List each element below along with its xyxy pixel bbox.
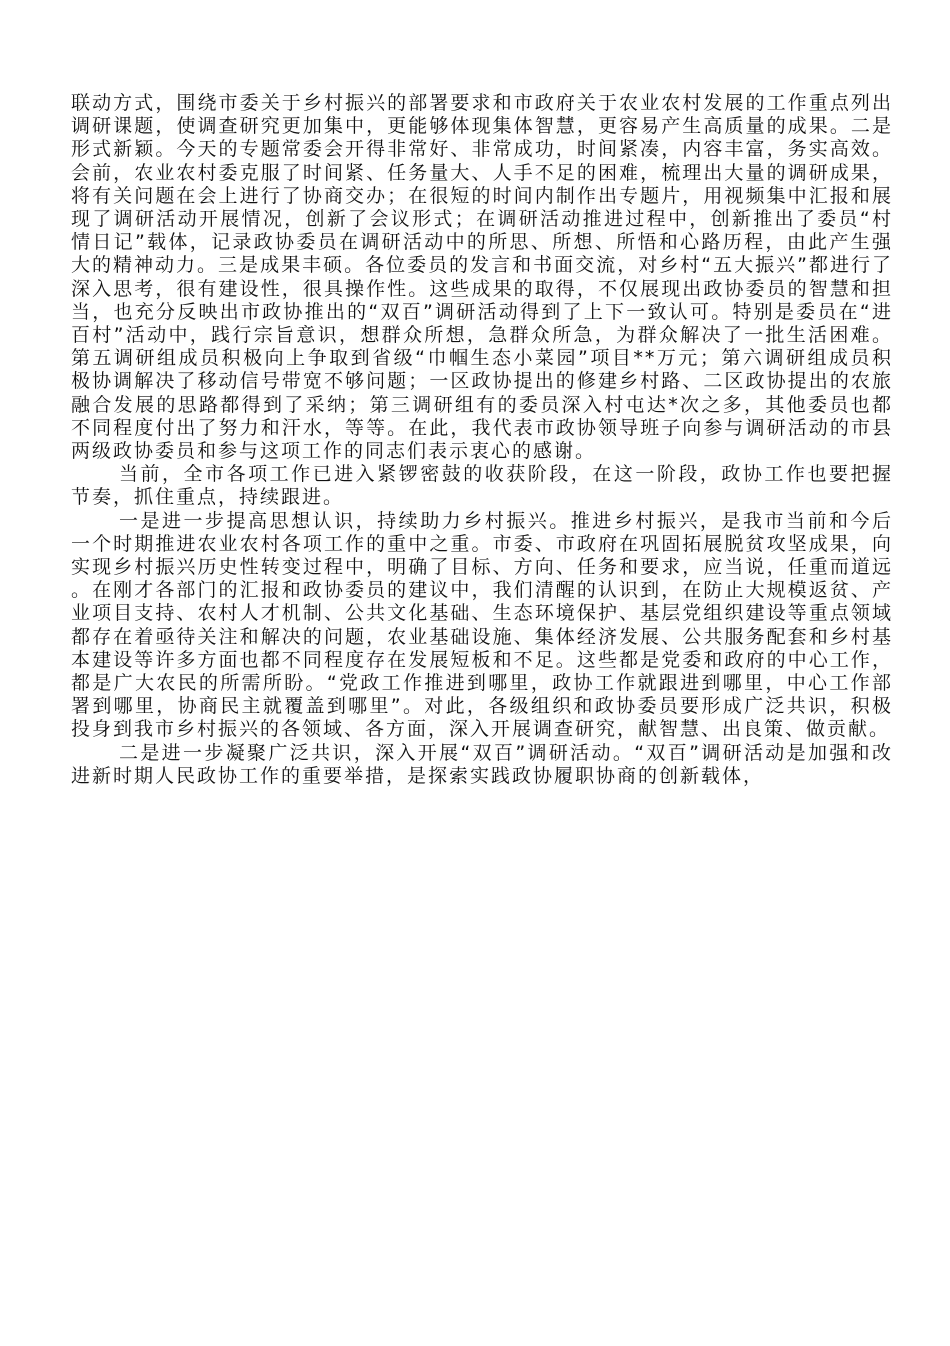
paragraph-point-one: 一是进一步提高思想认识，持续助力乡村振兴。推进乡村振兴，是我市当前和今后一个时期推进农业农村各项工作的重中之重。市委、市政府在巩固拓展脱贫攻坚成果，向实现乡村振兴历史性转变过程中，明确了目标、方向、任务和要求，应当说，任重而道远。在刚才各部门的汇报和政协委员的建议中，我们清醒的认识到，在防止大规模返贫、产业项目支持、农村人才机制、公共文化基础、生态环境保护、基层党组织建设等重点领域都存在着亟待关注和解决的问题，农业基础设施、集体经济发展、公共服务配套和乡村基本建设等许多方面也都不同程度存在发展短板和不足。这些都是党委和政府的中心工作，都是广大农民的所需所盼。“党政工作推进到哪里，政协工作就跟进到哪里，中心工作部署到哪里，协商民主就覆盖到哪里”。对此，各级组织和政协委员要形成广泛共识，积极投身到我市乡村振兴的各领域、各方面，深入开展调查研究，献智慧、出良策、做贡献。 xyxy=(71,509,893,741)
paragraph-current-stage: 当前，全市各项工作已进入紧锣密鼓的收获阶段，在这一阶段，政协工作也要把握节奏，抓住重点，持续跟进。 xyxy=(71,463,893,509)
paragraph-continued: 联动方式，围绕市委关于乡村振兴的部署要求和市政府关于农业农村发展的工作重点列出调研课题，使调查研究更加集中，更能够体现集体智慧，更容易产生高质量的成果。二是形式新颖。今天的专题常委会开得非常好、非常成功，时间紧凑，内容丰富，务实高效。会前，农业农村委克服了时间紧、任务量大、人手不足的困难，梳理出大量的调研成果，将有关问题在会上进行了协商交办；在很短的时间内制作出专题片，用视频集中汇报和展现了调研活动开展情况，创新了会议形式；在调研活动推进过程中，创新推出了委员“村情日记”载体，记录政协委员在调研活动中的所思、所想、所悟和心路历程，由此产生强大的精神动力。三是成果丰硕。各位委员的发言和书面交流，对乡村“五大振兴”都进行了深入思考，很有建设性，很具操作性。这些成果的取得，不仅展现出政协委员的智慧和担当，也充分反映出市政协推出的“双百”调研活动得到了上下一致认可。特别是委员在“进百村”活动中，践行宗旨意识，想群众所想，急群众所急，为群众解决了一批生活困难。第五调研组成员积极向上争取到省级“巾帼生态小菜园”项目**万元；第六调研组成员积极协调解决了移动信号带宽不够问题；一区政协提出的修建乡村路、二区政协提出的农旅融合发展的思路都得到了采纳；第三调研组有的委员深入村屯达*次之多，其他委员也都不同程度付出了努力和汗水，等等。在此，我代表市政协领导班子向参与调研活动的市县两级政协委员和参与这项工作的同志们表示衷心的感谢。 xyxy=(71,92,893,463)
paragraph-point-two: 二是进一步凝聚广泛共识，深入开展“双百”调研活动。“双百”调研活动是加强和改进新时期人民政协工作的重要举措，是探索实践政协履职协商的创新载体， xyxy=(71,741,893,787)
document-body xyxy=(71,92,893,788)
